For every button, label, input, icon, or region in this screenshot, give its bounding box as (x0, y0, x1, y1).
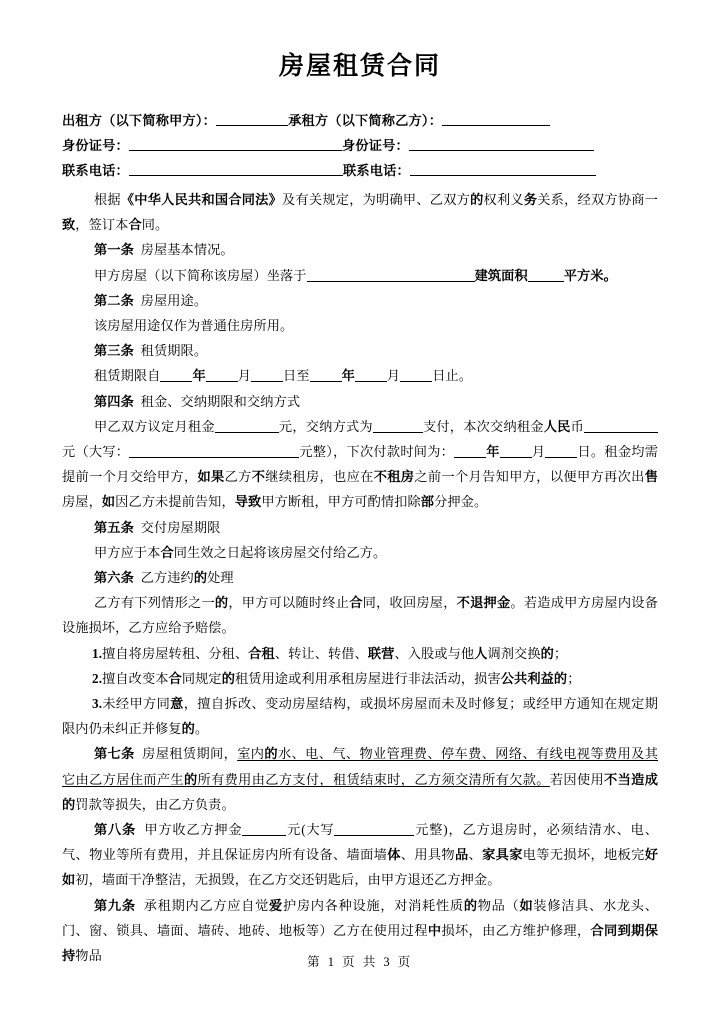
property-area-field[interactable] (528, 268, 564, 282)
article-4-number: 第四条 (94, 393, 134, 409)
preamble-paragraph: 根据《中华人民共和国合同法》及有关规定，为明确甲、乙双方的权利义务关系，经双方协商一致，签订本合同。 (62, 192, 658, 233)
article-6-number: 第六条 (94, 570, 134, 586)
article-1-number: 第一条 (94, 242, 134, 258)
rent-amount-field[interactable] (584, 419, 658, 433)
article-5-number: 第五条 (94, 519, 134, 535)
law-name: 《中华人民共和国合同法》 (120, 192, 283, 207)
rent-amount-uppercase-field[interactable] (129, 444, 299, 458)
article-2-body: 该房屋用途仅作为普通住房所用。 (94, 318, 294, 334)
next-payment-year-field[interactable] (454, 444, 486, 458)
party-row-id-numbers (62, 133, 658, 158)
article-7-number: 第七条 (94, 746, 135, 762)
article-6-body: 乙方有下列情形之一的，甲方可以随时终止合同，收回房屋，不退押金。若造成甲方房屋内设备设施损坏，乙方应给予赔偿。 (62, 595, 659, 636)
tenant-phone-field[interactable] (410, 161, 596, 176)
article-4-title: 租金、交纳期限和交纳方式 (140, 393, 301, 409)
article-6-item-2: 2.擅自改变本合同规定的租赁用途或利用承租房屋进行非法活动，损害公共利益的； (92, 670, 581, 686)
property-address-field[interactable] (307, 268, 475, 282)
landlord-id-field[interactable] (129, 136, 342, 151)
article-3-title: 租赁期限。 (140, 343, 208, 359)
landlord-name-label: 出租方（以下简称甲方）： (62, 113, 217, 128)
payment-method-field[interactable] (373, 419, 423, 433)
landlord-id-label: 身份证号： (62, 138, 129, 153)
tenant-id-field[interactable] (409, 136, 594, 151)
lease-end-day-field[interactable] (400, 368, 432, 382)
lease-end-month-field[interactable] (355, 368, 387, 382)
article-3-heading (62, 338, 658, 363)
article-5-title: 交付房屋期限 (140, 519, 221, 535)
party-information-block (62, 108, 658, 183)
landlord-phone-label: 联系电话： (62, 163, 129, 178)
article-7-body: 第七条 房屋租赁期间，室内的水、电、气、物业管理费、停车费、网络、有线电视等费用及其它由乙方居住而产生的所有费用由乙方支付，租赁结束时，乙方须交清所有欠款。若因使用不当造成的罚款等损失，由乙方负责。 (62, 746, 658, 812)
lease-start-day-field[interactable] (251, 368, 283, 382)
deposit-amount-field[interactable] (242, 822, 286, 836)
article-8-number: 第八条 (94, 822, 137, 838)
tenant-name-label: 承租方（以下简称乙方）： (288, 113, 443, 128)
article-1-heading (62, 237, 658, 262)
article-4-heading (62, 389, 658, 414)
lease-start-year-field[interactable] (160, 368, 192, 382)
lease-end-year-field[interactable] (310, 368, 342, 382)
article-2-heading (62, 288, 658, 313)
article-3-body: 租赁期限自 年 月 日至 年 月 日止。 (94, 368, 473, 384)
article-5-heading (62, 515, 658, 540)
article-5-body: 甲方应于本合同生效之日起将该房屋交付给乙方。 (94, 544, 387, 560)
article-9-number: 第九条 (94, 897, 136, 913)
monthly-rent-field[interactable] (215, 419, 279, 433)
deposit-uppercase-field[interactable] (334, 822, 414, 836)
article-6-heading: 第六条 乙方违约的处理 (94, 570, 234, 586)
next-payment-day-field[interactable] (545, 444, 577, 458)
next-payment-month-field[interactable] (500, 444, 532, 458)
article-6-title: 乙方违约 (140, 570, 194, 586)
article-1-title: 房屋基本情况。 (140, 242, 234, 258)
article-8-body: 第八条 甲方收乙方押金 元(大写 元整)，乙方退房时，必须结清水、电、气、物业等所有费用，并且保证房内所有设备、墙面墙体、用具物品、家具家电等无损坏，地板完好如初，墙面干净整洁，无损毁，在乙方交还钥匙后，由甲方退还乙方押金。 (62, 822, 658, 888)
party-row-phone-numbers (62, 158, 658, 183)
party-row-names (62, 108, 658, 133)
tenant-id-label: 身份证号： (341, 138, 409, 153)
page-title: 房屋租赁合同 (278, 53, 441, 80)
landlord-phone-field[interactable] (129, 161, 343, 176)
article-2-number: 第二条 (94, 292, 134, 308)
lease-start-month-field[interactable] (206, 368, 238, 382)
tenant-phone-label: 联系电话： (342, 163, 410, 178)
article-1-body: 甲方房屋（以下简称该房屋）坐落于 建筑面积 平方米。 (94, 267, 617, 283)
article-2-title: 房屋用途。 (140, 292, 208, 308)
tenant-name-field[interactable] (442, 111, 550, 126)
article-3-number: 第三条 (94, 343, 134, 359)
landlord-name-field[interactable] (216, 111, 288, 126)
article-4-body: 甲乙双方议定月租金 元，交纳方式为 支付，本次交纳租金人民币元（大写： 元整），下次付款时间为： 年 月 日。租金均需提前一个月交给甲方，如果乙方不继续租房，也应在不租房之前一个月告知甲方，以便甲方再次出售房屋，如因乙方未提前告知，导致甲方断租，甲方可酌情扣除部分押金。 (62, 418, 658, 510)
article-9-body: 第九条 承租期内乙方应自觉爱护房内各种设施，对消耗性质的物品（如装修洁具、水龙头、门、窗、锁具、墙面、墙砖、地砖、地板等）乙方在使用过程中损坏，由乙方维护修理，合同到期保持物品 (62, 897, 658, 964)
article-6-item-1: 1.擅自将房屋转租、分租、合租、转让、转借、联营、入股或与他人调剂交换的； (92, 645, 568, 661)
page-footer: 第 1 页 共 3 页 (307, 955, 413, 969)
article-6-item-3: 3.未经甲方同意，擅自拆改、变动房屋结构，或损坏房屋而未及时修复；或经甲方通知在规定期限内仍未纠正并修复的。 (62, 696, 659, 737)
